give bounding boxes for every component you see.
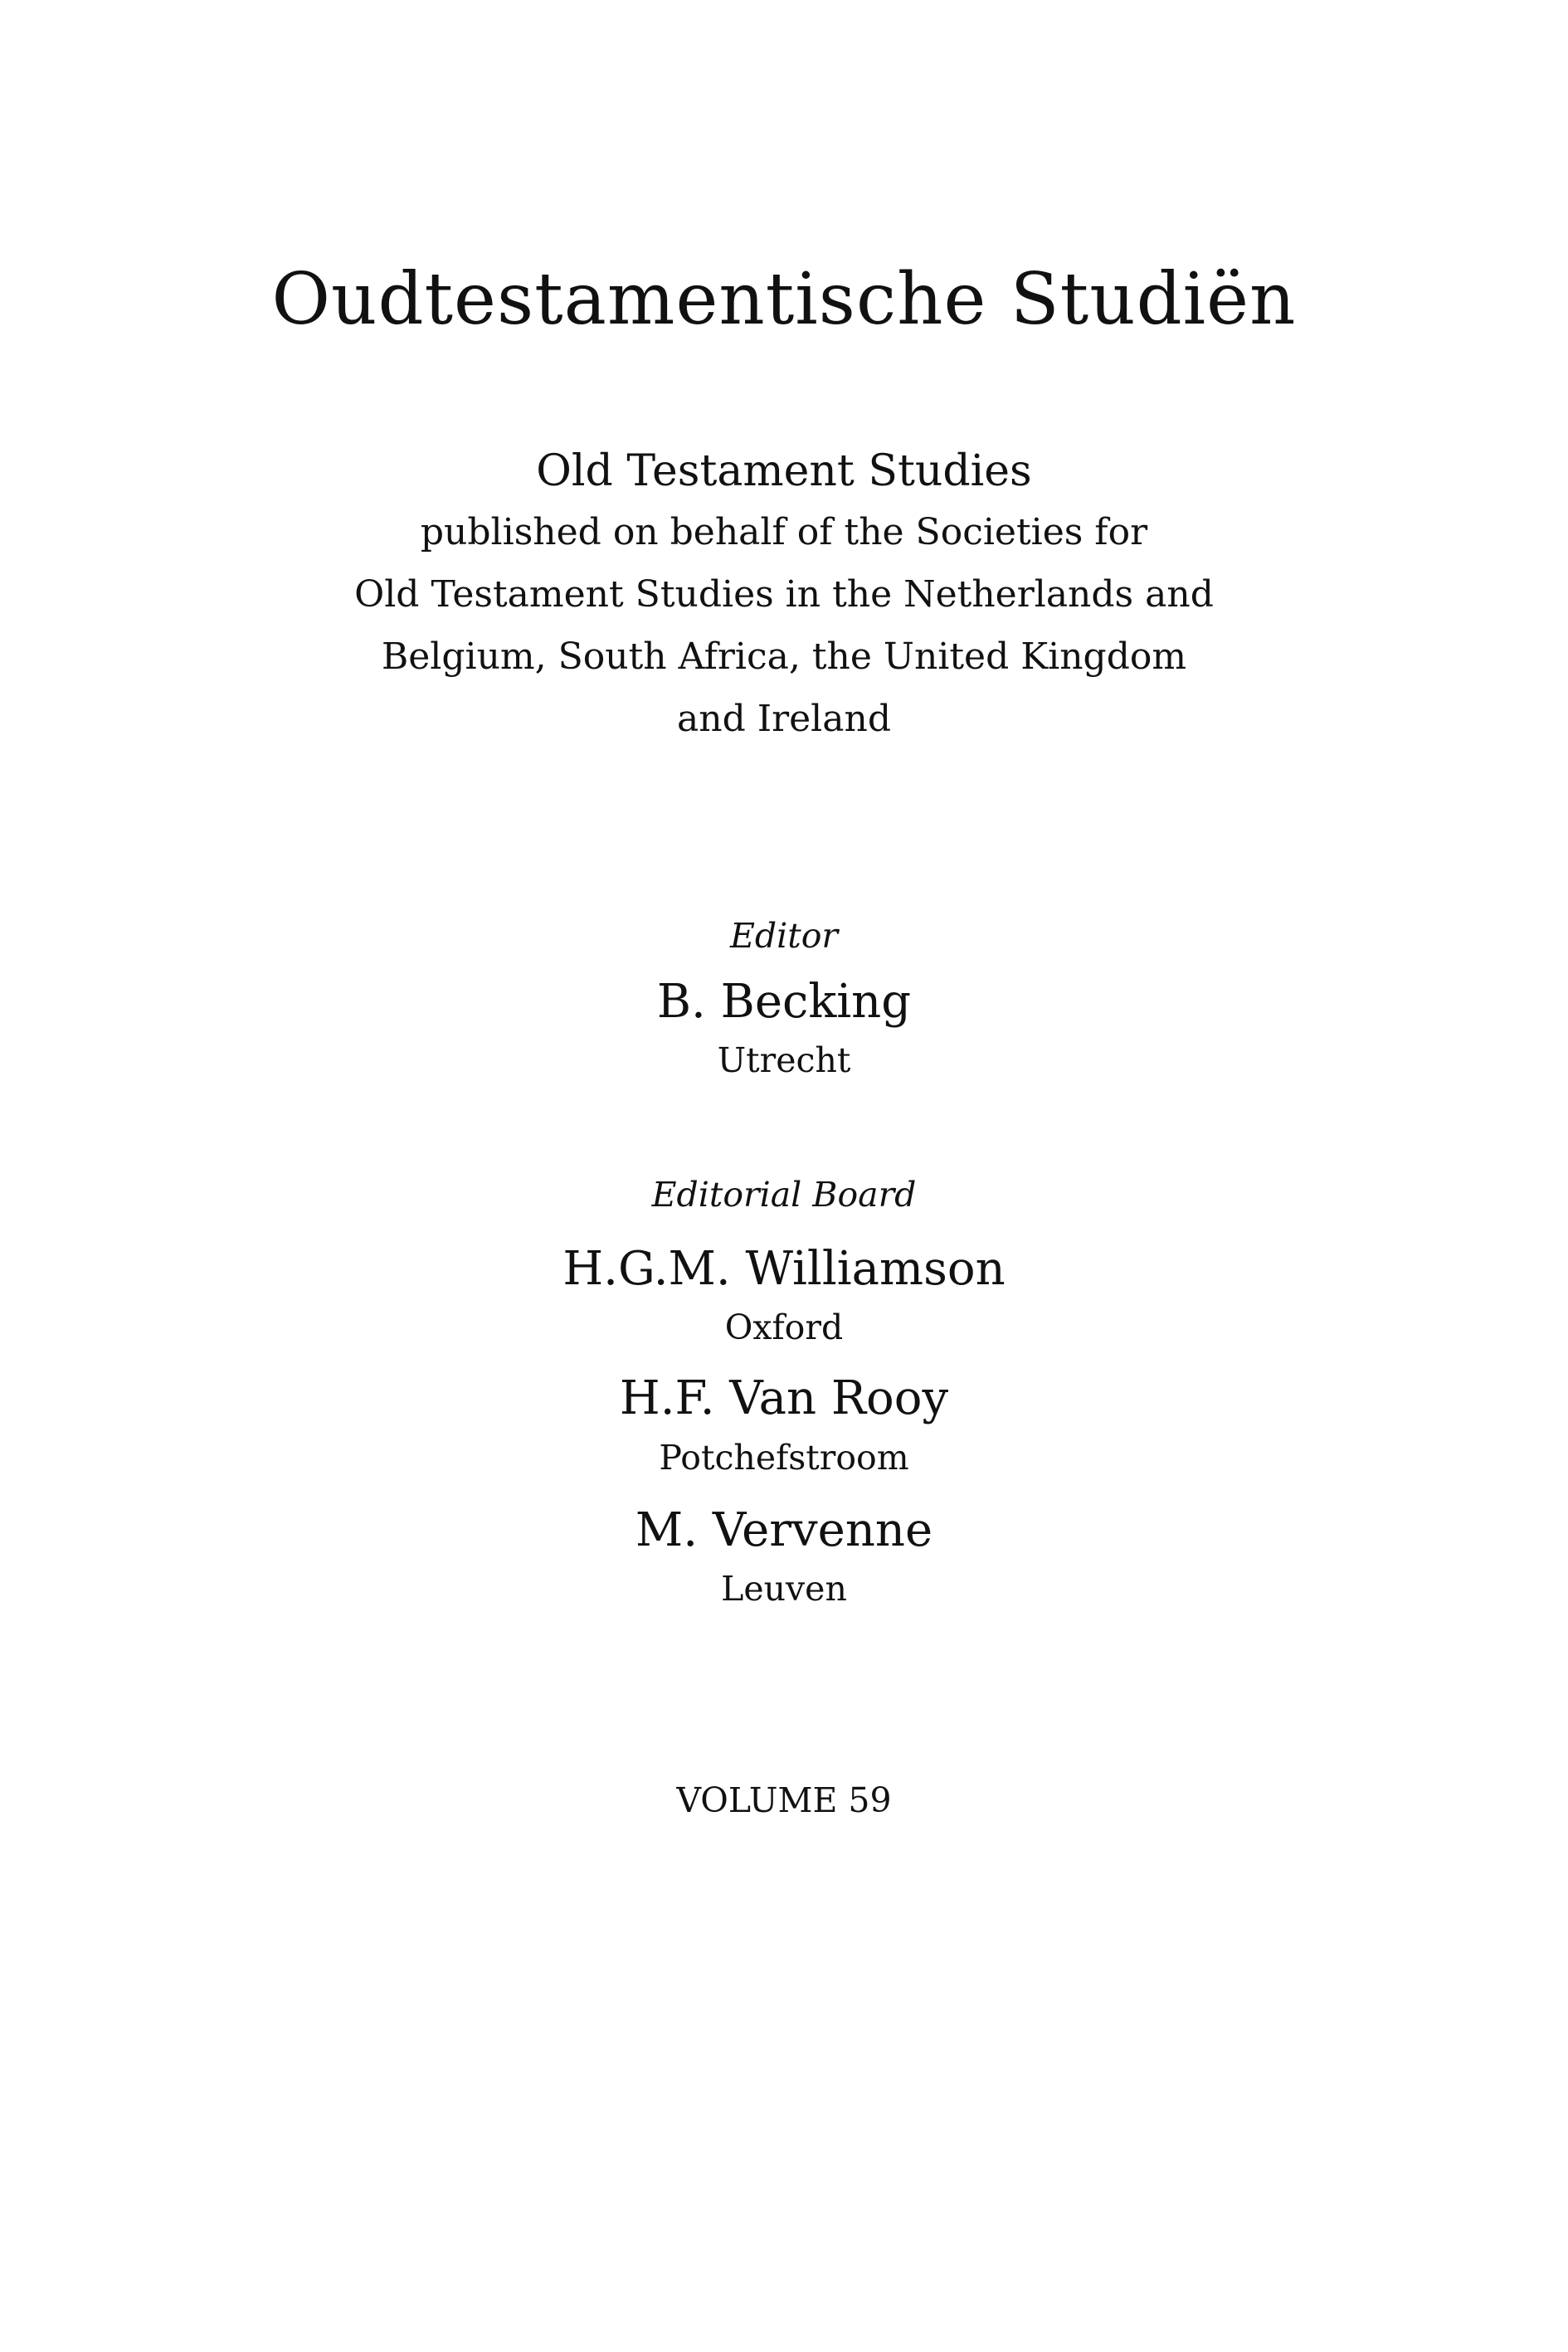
editorial-board-label: Editorial Board [651,1175,917,1215]
board-member-place: Potchefstroom [659,1438,909,1478]
series-description-line: and Ireland [677,698,891,740]
series-subtitle: Old Testament Studies [536,446,1032,496]
series-title: Oudtestamentische Studiën [271,258,1297,341]
series-description-line: Belgium, South Africa, the United Kingdom [381,635,1187,678]
series-description-line: published on behalf of the Societies for [420,511,1148,553]
board-member-name: H.F. Van Rooy [619,1371,949,1425]
board-member-name: M. Vervenne [635,1503,933,1557]
volume-number: VOLUME 59 [676,1780,892,1820]
editor-label: Editor [729,916,839,956]
board-member-place: Oxford [724,1307,844,1347]
editor-name: B. Becking [656,975,912,1029]
board-member-name: H.G.M. Williamson [562,1242,1006,1296]
editor-place: Utrecht [717,1040,851,1080]
board-member-place: Leuven [721,1569,847,1609]
series-description-line: Old Testament Studies in the Netherlands and [354,573,1214,616]
